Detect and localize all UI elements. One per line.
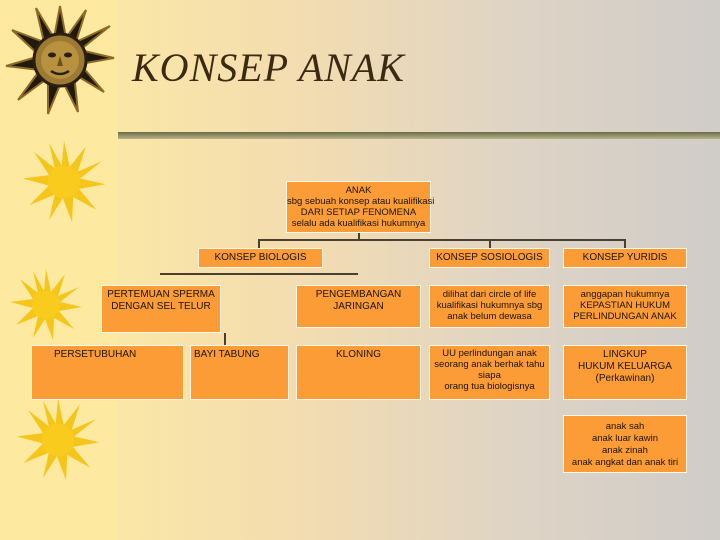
node-line: anak luar kawin: [591, 433, 658, 444]
heading-label: KONSEP YURIDIS: [582, 252, 668, 263]
circle-of-life-box: [429, 285, 550, 328]
konsep-biologis-box: [198, 248, 323, 268]
title-underline: [118, 132, 720, 139]
persetubuhan-box: [31, 345, 184, 400]
root-line: DARI SETIAP FENOMENA: [300, 207, 417, 218]
heading-label: KONSEP SOSIOLOGIS: [436, 252, 543, 263]
node-line: seorang anak berhak tahu: [434, 359, 545, 370]
node-line: kualifikasi hukumnya sbg: [436, 300, 543, 311]
node-line: (Perkawinan): [595, 373, 655, 384]
node-line: PERLINDUNGAN ANAK: [573, 311, 677, 322]
sun-face-logo: [0, 0, 120, 120]
node-line: anak zinah: [602, 445, 648, 456]
slide-title: KONSEP ANAK: [132, 45, 405, 90]
konsep-yuridis-box: [563, 248, 687, 268]
connector: [224, 333, 226, 345]
root-line: sbg sebuah konsep atau kualifikasi: [287, 196, 435, 207]
node-line: anak belum dewasa: [447, 311, 532, 322]
pertemuan-sperma-box: [101, 285, 221, 333]
node-line: orang tua biologisnya: [444, 381, 535, 392]
node-line: PENGEMBANGAN: [315, 289, 402, 300]
hukum-keluarga-box: [563, 345, 687, 400]
node-line: BAYI TABUNG: [194, 349, 260, 360]
node-line: HUKUM KELUARGA: [578, 361, 672, 372]
node-line: PERTEMUAN SPERMA: [107, 289, 215, 300]
sun-icon: [17, 399, 100, 481]
node-line: anak angkat dan anak tiri: [571, 457, 679, 468]
heading-label: KONSEP BIOLOGIS: [214, 252, 307, 263]
connector: [258, 239, 626, 241]
connector: [358, 232, 360, 239]
sun-icon: [23, 141, 106, 223]
bayi-tabung-box: [190, 345, 289, 400]
anak-root-box: [286, 181, 435, 233]
node-line: PERSETUBUHAN: [54, 349, 137, 360]
node-line: siapa: [478, 370, 501, 381]
uu-perlindungan-box: [429, 345, 550, 400]
node-line: anggapan hukumnya: [580, 289, 670, 300]
node-line: UU perlindungan anak: [442, 348, 537, 359]
jenis-anak-box: [563, 415, 687, 473]
node-line: dilihat dari circle of life: [442, 289, 537, 300]
node-line: KEPASTIAN HUKUM: [579, 300, 671, 311]
kloning-box: [296, 345, 421, 400]
root-line: selalu ada kualifikasi hukumnya: [291, 218, 426, 229]
node-line: LINGKUP: [603, 349, 647, 360]
pengembangan-jaringan-box: [296, 285, 421, 328]
connector: [160, 273, 358, 275]
node-line: JARINGAN: [333, 301, 384, 312]
kepastian-hukum-box: [563, 285, 687, 328]
node-line: DENGAN SEL TELUR: [111, 301, 211, 312]
root-line: ANAK: [345, 185, 372, 196]
node-line: anak sah: [605, 421, 645, 432]
sun-icon: [10, 269, 82, 340]
node-line: KLONING: [335, 349, 381, 360]
konsep-sosiologis-box: [429, 248, 550, 268]
